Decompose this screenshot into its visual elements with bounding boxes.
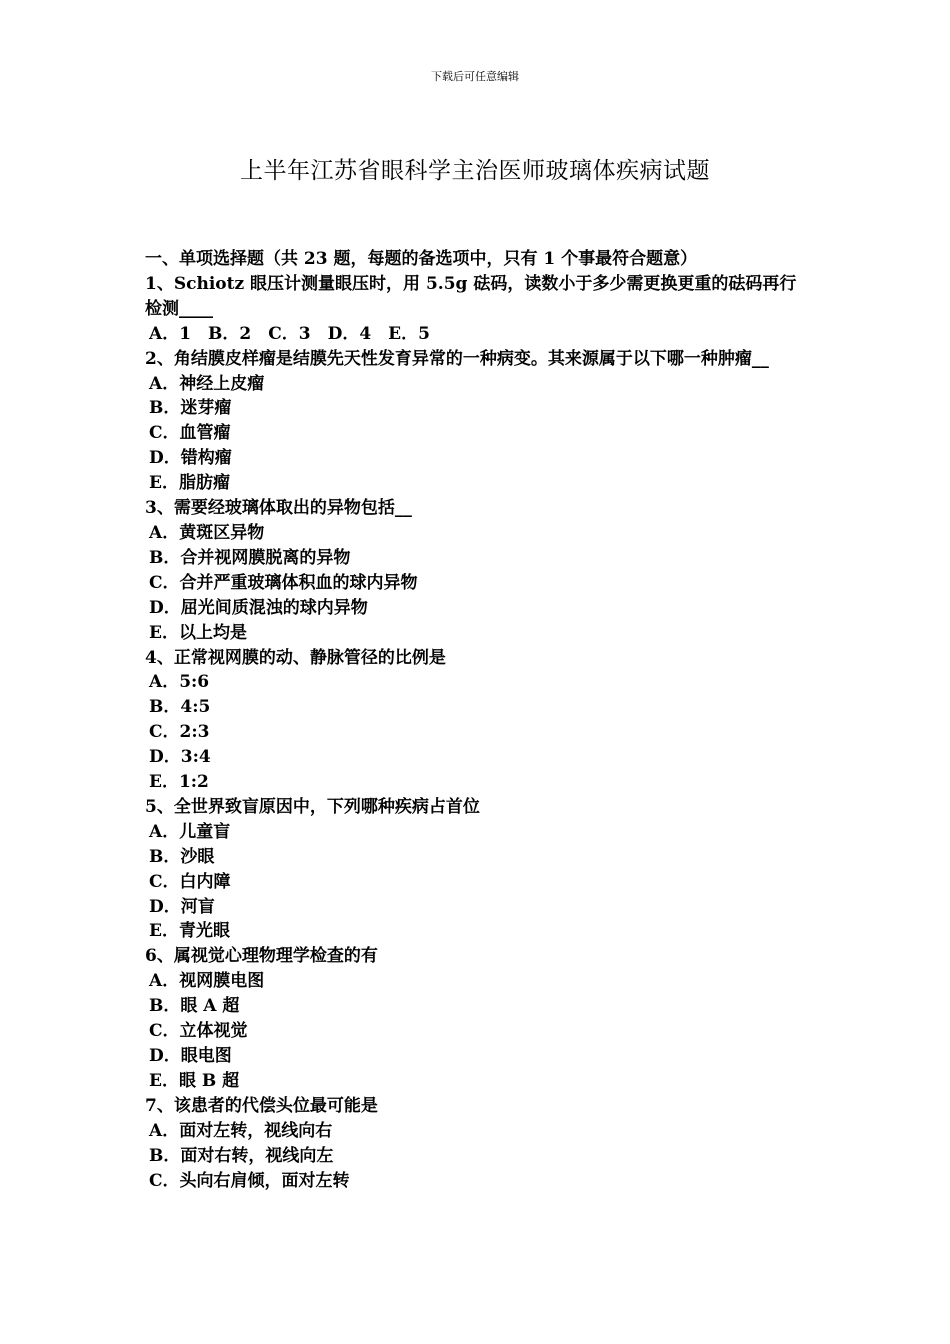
option-b: B．4:5: [149, 697, 211, 718]
option-a: A．视网膜电图: [149, 971, 265, 992]
question-6: [145, 944, 810, 1093]
option-b: B．沙眼: [149, 846, 215, 867]
option-b: B．合并视网膜脱离的异物: [149, 547, 351, 568]
option-b: B．眼 A 超: [149, 996, 240, 1017]
options-inline: A．1 B．2 C．3 D．4 E．5: [149, 323, 430, 344]
option-a: A．面对左转，视线向右: [149, 1120, 333, 1141]
question-5: [145, 795, 810, 944]
option-d: D．河盲: [149, 896, 215, 917]
option-b: B．迷芽瘤: [149, 398, 232, 419]
option-c: C．2:3: [149, 722, 210, 743]
option-a: A．儿童盲: [149, 821, 231, 842]
option-a: A．5:6: [149, 672, 210, 693]
question-7: [145, 1094, 810, 1194]
question-4: [145, 646, 810, 795]
question-2: [145, 347, 810, 496]
option-e: E．脂肪瘤: [149, 473, 230, 494]
option-c: C．血管瘤: [149, 423, 231, 444]
option-e: E．以上均是: [149, 622, 247, 643]
header-note: 下载后可任意编辑: [431, 70, 519, 83]
option-b: B．面对右转，视线向左: [149, 1145, 334, 1166]
option-c: C．头向右肩倾，面对左转: [149, 1170, 350, 1191]
option-c: C．合并严重玻璃体积血的球内异物: [149, 572, 418, 593]
option-c: C．立体视觉: [149, 1021, 248, 1042]
option-e: E．青光眼: [149, 921, 230, 942]
question-text: 7、该患者的代偿头位最可能是: [145, 1095, 378, 1116]
question-text: 4、正常视网膜的动、静脉管径的比例是: [145, 647, 446, 668]
exam-content: [145, 247, 810, 1193]
option-d: D．3:4: [149, 747, 211, 768]
option-e: E．眼 B 超: [149, 1070, 240, 1091]
option-a: A．黄斑区异物: [149, 522, 265, 543]
document-title: 上半年江苏省眼科学主治医师玻璃体疾病试题: [240, 158, 710, 184]
option-d: D．屈光间质混浊的球内异物: [149, 597, 368, 618]
question-text: 6、属视觉心理物理学检查的有: [145, 946, 378, 967]
section-heading: 一、单项选择题（共 23 题，每题的备选项中，只有 1 个事最符合题意）: [145, 249, 698, 269]
question-text: 2、角结膜皮样瘤是结膜先天性发育异常的一种病变。其来源属于以下哪一种肿瘤__: [145, 348, 769, 369]
question-1: [145, 272, 810, 347]
question-3: [145, 496, 810, 645]
question-text: 3、需要经玻璃体取出的异物包括__: [145, 498, 412, 519]
question-text: 1、Schiotz 眼压计测量眼压时，用 5.5g 砝码，读数小于多少需更换更重的砝码再行检测____: [145, 273, 797, 319]
question-text: 5、全世界致盲原因中，下列哪种疾病占首位: [145, 796, 480, 817]
option-e: E．1:2: [149, 772, 209, 793]
option-c: C．白内障: [149, 871, 231, 892]
option-d: D．眼电图: [149, 1046, 232, 1066]
option-d: D．错构瘤: [149, 448, 232, 469]
option-a: A．神经上皮瘤: [149, 373, 265, 394]
